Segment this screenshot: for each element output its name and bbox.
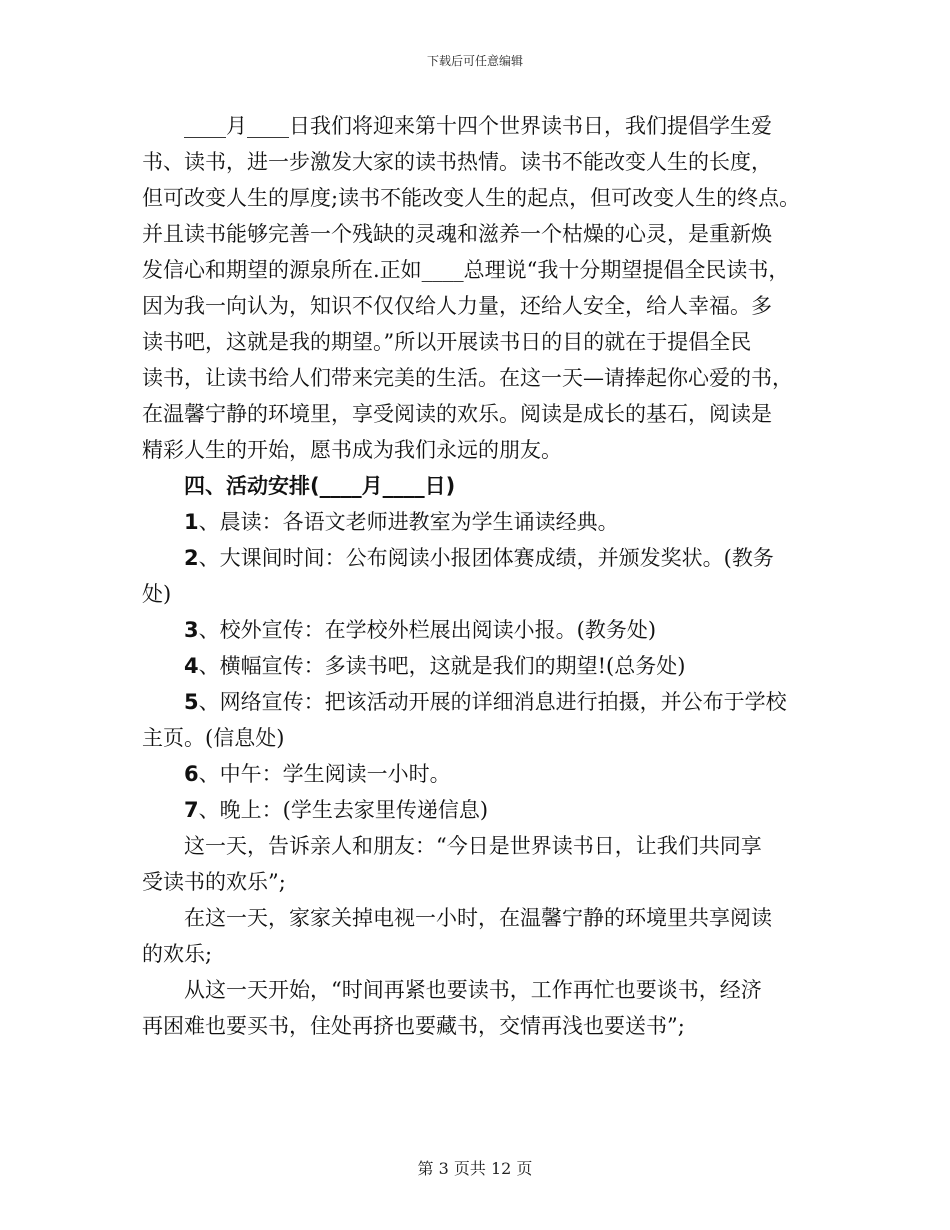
text-line: 的欢乐; xyxy=(142,942,213,966)
text-line: ____月____日我们将迎来第十四个世界读书日，我们提倡学生爱 xyxy=(184,114,772,138)
text-line: 在这一天，家家关掉电视一小时，在温馨宁静的环境里共享阅读 xyxy=(184,906,772,930)
item-number: 7 xyxy=(184,798,199,822)
list-item xyxy=(142,612,832,648)
paragraph-tv-off xyxy=(142,900,832,972)
paragraph-start xyxy=(142,972,832,1044)
page-header: 下载后可任意编辑 xyxy=(426,54,523,68)
text-line: 读书，让读书给人们带来完美的生活。在这一天—请捧起你心爱的书， xyxy=(142,366,793,390)
list-item xyxy=(142,756,832,792)
item-text: 、中午：学生阅读一小时。 xyxy=(198,762,451,786)
paragraph-intro xyxy=(142,108,832,468)
text-line: 在温馨宁静的环境里，享受阅读的欢乐。阅读是成长的基石，阅读是 xyxy=(142,402,772,426)
item-number: 5 xyxy=(184,690,199,714)
list-item-continuation: 处) xyxy=(142,582,172,606)
text-line: 再困难也要买书，住处再挤也要藏书，交情再浅也要送书”; xyxy=(142,1014,685,1038)
item-text: 、晨读：各语文老师进教室为学生诵读经典。 xyxy=(198,510,619,534)
section-heading: 四、活动安排(____月____日) xyxy=(184,474,456,498)
text-line: 发信心和期望的源泉所在.正如____总理说“我十分期望提倡全民读书， xyxy=(142,258,790,282)
list-item xyxy=(142,540,832,576)
text-line: 因为我一向认为，知识不仅仅给人力量，还给人安全，给人幸福。多 xyxy=(142,294,772,318)
activity-list xyxy=(142,504,832,828)
text-line: 精彩人生的开始，愿书成为我们永远的朋友。 xyxy=(142,438,562,462)
text-line: 这一天，告诉亲人和朋友：“今日是世界读书日，让我们共同享 xyxy=(184,834,762,858)
page-footer: 第 3 页共 12 页 xyxy=(417,1159,533,1178)
text-line: 从这一天开始，“时间再紧也要读书，工作再忙也要谈书，经济 xyxy=(184,978,762,1002)
item-text: 、横幅宣传：多读书吧，这就是我们的期望!(总务处) xyxy=(198,654,686,678)
item-text: 、晚上：(学生去家里传递信息) xyxy=(198,798,489,822)
text-line: 并且读书能够完善一个残缺的灵魂和滋养一个枯燥的心灵，是重新焕 xyxy=(142,222,772,246)
document-body xyxy=(142,108,832,1044)
text-line: 受读书的欢乐”; xyxy=(142,870,286,894)
list-item xyxy=(142,648,832,684)
paragraph-share xyxy=(142,828,832,900)
item-number: 2 xyxy=(184,546,199,570)
list-item-continuation: 主页。(信息处) xyxy=(142,726,285,750)
list-item xyxy=(142,504,832,540)
item-number: 4 xyxy=(184,654,199,678)
list-item xyxy=(142,792,832,828)
item-text: 、大课间时间：公布阅读小报团体赛成绩，并颁发奖状。(教务 xyxy=(198,546,774,570)
item-text: 、校外宣传：在学校外栏展出阅读小报。(教务处) xyxy=(198,618,657,642)
item-number: 6 xyxy=(184,762,199,786)
item-number: 1 xyxy=(184,510,199,534)
text-line: 读书吧，这就是我的期望。”所以开展读书日的目的就在于提倡全民 xyxy=(142,330,752,354)
item-number: 3 xyxy=(184,618,199,642)
item-text: 、网络宣传：把该活动开展的详细消息进行拍摄，并公布于学校 xyxy=(198,690,787,714)
list-item xyxy=(142,684,832,720)
text-line: 但可改变人生的厚度;读书不能改变人生的起点，但可改变人生的终点。 xyxy=(142,186,801,210)
text-line: 书、读书，进一步激发大家的读书热情。读书不能改变人生的长度， xyxy=(142,150,772,174)
